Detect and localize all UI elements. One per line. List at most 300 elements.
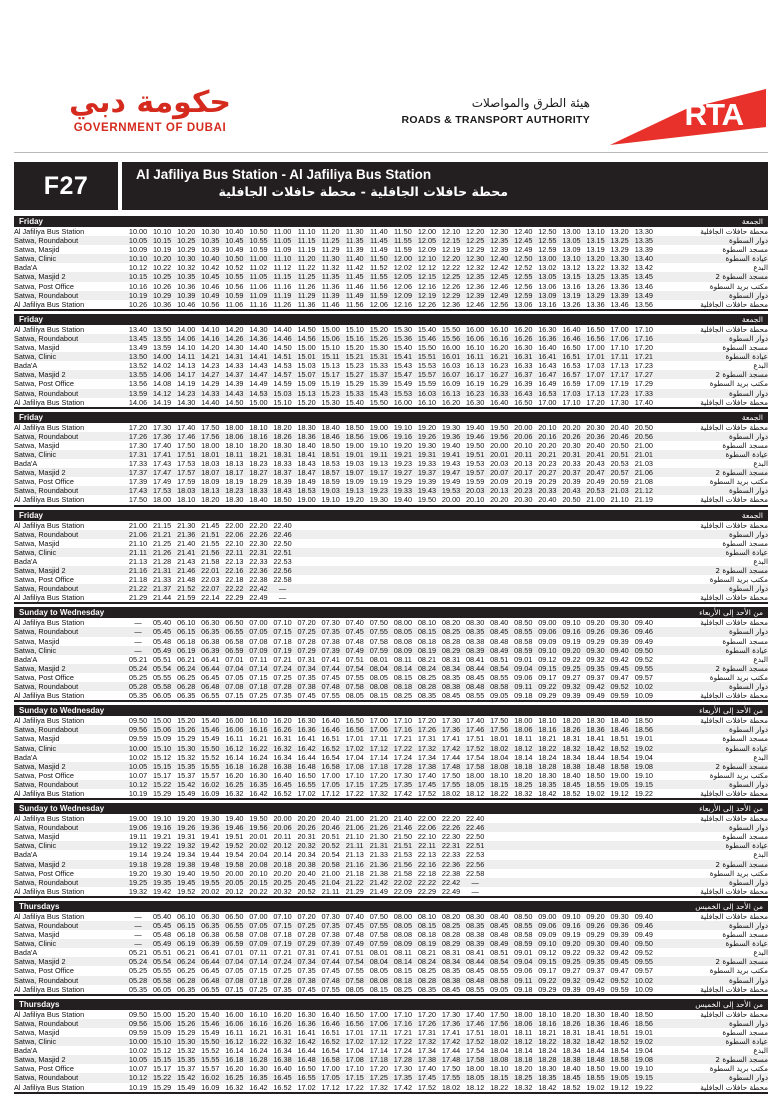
departure-time-cell: 19.04 — [634, 1046, 653, 1056]
schedule-block — [14, 510, 768, 605]
departure-time-cell: 19.54 — [225, 850, 244, 860]
departure-time-cell: 22.09 — [393, 886, 413, 896]
departure-time-cell: 19.50 — [466, 440, 485, 450]
departure-time-cell: 10.52 — [225, 263, 244, 273]
table-row — [14, 744, 768, 753]
departure-time-cell: 12.40 — [514, 227, 533, 236]
departure-time-cell: 07.35 — [273, 691, 292, 701]
departure-time-cell: 12.09 — [417, 245, 437, 255]
departure-time-cell: 09.59 — [128, 1027, 148, 1037]
stop-name-english: Al Jafiliya Bus Station — [14, 1009, 85, 1019]
departure-time-cell: 17.25 — [369, 1073, 388, 1083]
departure-time-cell: 09.11 — [514, 975, 533, 985]
departure-time-cell: 11.05 — [249, 272, 268, 282]
departure-time-cell: 12.19 — [441, 245, 461, 255]
departure-time-cell: 18.52 — [610, 1037, 629, 1047]
departure-time-cell: 17.10 — [393, 1009, 413, 1019]
departure-time-cell — [559, 530, 583, 539]
stop-name-english: Satwa, Roundabout — [14, 431, 79, 441]
departure-time-cell: 17.06 — [610, 333, 629, 343]
departure-time-cell: 22.26 — [249, 529, 268, 539]
departure-time-cell: 16.18 — [225, 1055, 244, 1065]
departure-time-cell: 18.54 — [610, 752, 629, 762]
departure-time-cell: 16.24 — [249, 1046, 268, 1056]
departure-time-cell: 07.40 — [345, 618, 364, 628]
departure-time-cell: 06.21 — [177, 654, 196, 664]
departure-time-cell: 13.50 — [152, 324, 172, 334]
departure-time-cell: 05.28 — [128, 975, 148, 985]
departure-time-cell: 10.15 — [128, 272, 148, 282]
departure-time-cell: 15.50 — [441, 324, 461, 334]
departure-time-cell: 17.38 — [417, 761, 437, 771]
departure-time-cell — [608, 548, 632, 557]
departure-time-cell: 06.35 — [201, 921, 220, 930]
departure-time-cell: 09.05 — [490, 691, 509, 701]
table-row — [14, 530, 768, 539]
departure-time-cell: 19.12 — [610, 788, 629, 798]
departure-time-cell: 16.26 — [273, 1018, 292, 1028]
departure-time-cell: 21.58 — [201, 556, 220, 566]
departure-time-cell: 20.40 — [321, 814, 340, 824]
departure-time-cell: 18.53 — [297, 486, 316, 496]
departure-time-cell: 21.11 — [345, 841, 364, 851]
departure-time-cell: 16.30 — [249, 770, 268, 780]
departure-time-cell: 14.43 — [249, 361, 268, 371]
departure-time-cell: 15.21 — [345, 352, 364, 362]
departure-time-cell: 17.12 — [369, 743, 388, 753]
departure-time-cell: 09.32 — [586, 948, 605, 958]
departure-time-cell: 22.00 — [225, 520, 244, 530]
departure-time-cell: 16.29 — [490, 379, 509, 389]
day-label-english: Thursdays — [19, 999, 60, 1009]
departure-time-cell: 12.25 — [441, 272, 461, 282]
departure-time-cell — [463, 575, 487, 584]
stop-name-arabic: دوار السطوة — [729, 529, 768, 539]
day-label-arabic: الجمعة — [741, 314, 763, 324]
departure-time-cell: 18.30 — [297, 422, 316, 432]
departure-time-cell: 19.26 — [417, 431, 437, 441]
stop-name-english: Satwa, Roundabout — [14, 975, 79, 985]
departure-time-cell: 18.52 — [562, 1082, 581, 1092]
departure-time-cell: 15.07 — [297, 370, 316, 380]
departure-time-cell: 08.25 — [393, 984, 413, 994]
departure-time-cell: 13.15 — [562, 272, 581, 282]
schedule-block-footer — [14, 700, 768, 702]
stop-name-arabic: دوار السطوة — [729, 388, 768, 398]
table-row — [14, 860, 768, 869]
departure-time-cell: 12.05 — [417, 236, 437, 246]
stop-name-arabic: مكتب بريد السطوة — [709, 575, 768, 585]
departure-time-cell: 18.21 — [538, 734, 557, 744]
departure-time-cell: 19.30 — [417, 440, 437, 450]
departure-time-cell: 11.06 — [225, 299, 244, 309]
departure-time-cell: 17.20 — [128, 422, 148, 432]
departure-time-cell: 18.11 — [514, 734, 533, 744]
stop-name-english: Satwa, Post Office — [14, 1064, 74, 1074]
departure-time-cell: 13.12 — [562, 263, 581, 273]
departure-time-cell: 05.54 — [152, 663, 172, 673]
departure-time-cell: 21.00 — [128, 520, 148, 530]
departure-time-cell: 17.12 — [321, 788, 340, 798]
departure-time-cell: 15.00 — [152, 716, 172, 726]
departure-time-cell: 16.55 — [297, 1073, 316, 1083]
rta-english-name: ROADS & TRANSPORT AUTHORITY — [401, 114, 590, 126]
departure-time-cell: 09.47 — [610, 672, 629, 682]
stop-name-arabic: محطة حافلات الجافلية — [700, 691, 768, 701]
departure-time-cell — [367, 539, 391, 548]
departure-time-cell: 08.15 — [369, 691, 388, 701]
departure-time-cell: 08.01 — [369, 948, 388, 958]
departure-time-cell: 19.46 — [466, 431, 485, 441]
departure-time-cell: 14.06 — [128, 397, 148, 407]
departure-time-cell: 06.55 — [225, 921, 244, 930]
departure-time-cell: 17.57 — [177, 468, 196, 478]
departure-time-cell: 09.49 — [634, 930, 653, 940]
stop-name-english: Al Jafiliya Bus Station — [14, 984, 85, 994]
departure-time-cell: 21.03 — [610, 486, 629, 496]
departure-time-cell: 17.02 — [297, 788, 316, 798]
departure-time-cell: 08.28 — [441, 930, 461, 940]
departure-time-cell: 08.04 — [369, 957, 388, 967]
departure-time-cell: 16.57 — [562, 370, 581, 380]
departure-time-cell: 10.56 — [225, 281, 244, 291]
departure-time-cell: 16.40 — [273, 770, 292, 780]
departure-time-cell: 18.40 — [610, 716, 629, 726]
stop-name-english: Satwa, Masjid 2 — [14, 859, 66, 869]
departure-time-cell: 21.42 — [369, 877, 388, 887]
departure-time-cell: 21.10 — [345, 832, 364, 842]
departure-time-cell: 19.41 — [441, 449, 461, 459]
departure-time-cell: 09.09 — [538, 930, 557, 940]
departure-time-cell: 11.56 — [345, 299, 364, 309]
departure-time-cell: 22.42 — [249, 584, 268, 594]
departure-time-cell — [295, 539, 319, 548]
departure-time-cell: 15.03 — [273, 388, 292, 398]
departure-time-cell: 07.05 — [249, 921, 268, 930]
departure-time-cell: 20.45 — [297, 877, 316, 887]
stop-name-english: Satwa, Post Office — [14, 672, 74, 682]
departure-time-cell: 22.06 — [225, 529, 244, 539]
departure-time-cell: 19.50 — [417, 495, 437, 505]
departure-time-cell: 20.31 — [562, 449, 581, 459]
departure-time-cell: 13.46 — [634, 281, 653, 291]
departure-time-cell: 21.43 — [177, 556, 196, 566]
departure-time-cell: 05.35 — [128, 984, 148, 994]
departure-time-cell: 22.22 — [225, 584, 244, 594]
departure-time-cell: 08.11 — [394, 654, 412, 664]
departure-time-cell: 16.56 — [345, 725, 364, 735]
departure-time-cell: 18.04 — [490, 1046, 509, 1056]
departure-time-cell: 11.50 — [394, 227, 412, 236]
departure-time-cell: 21.36 — [177, 529, 196, 539]
departure-time-cell: 18.52 — [610, 743, 629, 753]
departure-time-cell: 19.20 — [177, 814, 196, 824]
stop-name-english: Al Jafiliya Bus Station — [14, 814, 85, 824]
departure-time-cell: 19.43 — [441, 459, 461, 469]
departure-time-cell: 18.36 — [297, 431, 316, 441]
departure-time-cell: 07.19 — [273, 939, 292, 949]
departure-time-cell — [559, 539, 583, 548]
departure-time-cell — [487, 539, 511, 548]
departure-time-cell: 20.38 — [297, 859, 316, 869]
departure-time-cell: 19.02 — [634, 1037, 653, 1047]
departure-time-cell: 08.59 — [514, 645, 533, 655]
departure-time-cell: 18.46 — [610, 1018, 629, 1028]
departure-time-cell: 16.34 — [273, 1046, 292, 1056]
departure-time-cell: 16.47 — [538, 370, 557, 380]
departure-time-cell: 12.35 — [490, 236, 509, 246]
departure-time-cell: 07.59 — [369, 939, 388, 949]
departure-time-cell: 17.11 — [369, 1027, 388, 1037]
departure-time-cell: 15.19 — [321, 379, 340, 389]
departure-time-cell: 18.32 — [562, 743, 581, 753]
departure-time-cell: 10.12 — [128, 1073, 148, 1083]
departure-time-cell — [535, 814, 559, 823]
departure-time-cell: 17.32 — [369, 1082, 388, 1092]
departure-time-cell: 06.58 — [225, 636, 244, 646]
departure-time-cell: 08.58 — [490, 975, 509, 985]
departure-time-cell: 19.46 — [225, 823, 244, 833]
departure-time-cell: 05.21 — [128, 654, 148, 664]
departure-time-cell: 20.30 — [586, 422, 605, 432]
departure-time-cell: 17.38 — [417, 1055, 437, 1065]
departure-time-cell: 05.40 — [152, 911, 172, 921]
departure-time-cell: 17.20 — [369, 1064, 388, 1074]
departure-time-cell: 18.31 — [562, 1027, 581, 1037]
departure-time-cell: 20.13 — [490, 486, 509, 496]
departure-time-cell: 21.22 — [128, 584, 148, 594]
departure-time-cell: 20.40 — [586, 440, 605, 450]
departure-time-cell: 17.30 — [128, 440, 148, 450]
departure-time-cell: 17.46 — [177, 431, 196, 441]
departure-time-cell: 17.47 — [152, 468, 172, 478]
departure-time-cell: 14.20 — [225, 324, 244, 334]
departure-time-cell: 09.35 — [586, 663, 605, 673]
stop-name-arabic: مسجد السطوة — [722, 930, 768, 940]
departure-time-cell: 13.20 — [586, 254, 605, 264]
departure-time-cell: 20.39 — [562, 477, 581, 487]
departure-time-cell: 16.22 — [249, 1037, 268, 1047]
departure-time-cell: 15.49 — [177, 1082, 196, 1092]
departure-time-cell: 19.41 — [201, 832, 220, 842]
table-row — [14, 441, 768, 450]
departure-time-cell: 11.29 — [297, 290, 316, 300]
dubai-arabic-calligraphy: حكومة دبي — [68, 85, 232, 120]
departure-time-cell: 22.33 — [249, 556, 268, 566]
stop-name-english: Satwa, Masjid 2 — [14, 957, 66, 967]
departure-time-cell: 07.18 — [249, 975, 268, 985]
departure-time-cell: 08.18 — [393, 682, 413, 692]
departure-time-cell — [391, 584, 415, 593]
table-row — [14, 343, 768, 352]
departure-time-cell — [583, 557, 607, 566]
departure-time-cell: 18.03 — [177, 486, 196, 496]
departure-time-cell: 13.06 — [514, 299, 533, 309]
departure-time-cell: 08.45 — [466, 672, 485, 682]
departure-time-cell — [439, 575, 463, 584]
stop-name-english: Satwa, Roundabout — [14, 682, 79, 692]
stop-name-arabic: محطة حافلات الجافلية — [700, 422, 768, 432]
departure-time-cell — [535, 548, 559, 557]
schedule-table — [14, 521, 768, 603]
departure-time-cell: 16.16 — [490, 333, 509, 343]
departure-time-cell: 08.48 — [466, 682, 485, 692]
departure-time-cell: 18.45 — [562, 1073, 581, 1083]
departure-time-cell: 08.45 — [490, 627, 509, 637]
stop-name-english: Satwa, Roundabout — [14, 725, 79, 735]
departure-time-cell: 07.04 — [225, 957, 244, 967]
departure-time-cell: 18.16 — [538, 1018, 557, 1028]
departure-time-cell: 22.49 — [441, 886, 461, 896]
stop-name-arabic: مسجد السطوة 2 — [715, 370, 768, 380]
departure-time-cell: 19.20 — [417, 422, 437, 432]
departure-time-cell — [343, 548, 367, 557]
departure-time-cell: 18.51 — [610, 734, 629, 744]
departure-time-cell — [319, 548, 343, 557]
departure-time-cell: 07.55 — [321, 691, 340, 701]
departure-time-cell: 06.18 — [177, 930, 196, 940]
departure-time-cell: 10.19 — [128, 788, 148, 798]
table-row — [14, 789, 768, 798]
departure-time-cell — [415, 566, 439, 575]
departure-time-cell: 18.44 — [586, 1046, 605, 1056]
departure-time-cell: 19.00 — [610, 770, 629, 780]
departure-time-cell: 12.55 — [538, 236, 557, 246]
departure-time-cell: 09.55 — [634, 663, 653, 673]
departure-time-cell — [632, 841, 656, 850]
departure-time-cell: 11.00 — [273, 227, 292, 236]
departure-time-cell — [487, 521, 511, 530]
departure-time-cell: 21.50 — [393, 832, 413, 842]
stop-name-english: Satwa, Roundabout — [14, 1073, 79, 1083]
departure-time-cell: 20.11 — [514, 449, 533, 459]
departure-time-cell: 08.30 — [466, 911, 485, 921]
departure-time-cell: 14.33 — [225, 361, 244, 371]
departure-time-cell: 17.53 — [177, 459, 196, 469]
departure-time-cell: 19.40 — [177, 868, 196, 878]
departure-time-cell: 10.09 — [634, 691, 653, 701]
departure-time-cell: 19.34 — [177, 850, 196, 860]
departure-time-cell: 18.01 — [490, 1027, 509, 1037]
departure-time-cell: 15.59 — [417, 379, 437, 389]
departure-time-cell: 18.26 — [562, 725, 581, 735]
departure-time-cell — [632, 593, 656, 602]
departure-time-cell — [319, 566, 343, 575]
departure-time-cell: 17.10 — [393, 716, 413, 726]
departure-time-cell: 20.40 — [610, 422, 629, 432]
departure-time-cell: 17.27 — [634, 370, 653, 380]
departure-time-cell: 14.50 — [297, 324, 316, 334]
departure-time-cell: 17.40 — [466, 1009, 485, 1019]
departure-time-cell — [535, 566, 559, 575]
departure-time-cell: 18.54 — [610, 1046, 629, 1056]
departure-time-cell: 13.55 — [152, 333, 172, 343]
departure-time-cell: 16.06 — [225, 1018, 244, 1028]
departure-time-cell: 17.01 — [586, 352, 605, 362]
departure-time-cell: 16.10 — [249, 716, 268, 726]
departure-time-cell: 13.29 — [586, 290, 605, 300]
stop-name-arabic: محطة حافلات الجافلية — [700, 299, 768, 309]
departure-time-cell: 17.02 — [345, 743, 364, 753]
departure-time-cell: 14.16 — [201, 333, 220, 343]
departure-time-cell: 15.46 — [201, 1018, 220, 1028]
departure-time-cell: 11.16 — [249, 299, 268, 309]
departure-time-cell: 16.50 — [297, 1064, 316, 1074]
departure-time-cell: 21.31 — [152, 566, 172, 575]
departure-time-cell: 11.32 — [321, 263, 340, 273]
departure-time-cell: 09.52 — [610, 682, 629, 692]
departure-time-cell: 16.43 — [514, 388, 533, 398]
departure-time-cell: 19.53 — [441, 486, 461, 496]
departure-time-cell: 16.43 — [538, 361, 557, 371]
departure-time-cell: 08.25 — [417, 672, 437, 682]
departure-time-cell: 19.30 — [152, 868, 172, 878]
departure-time-cell: 14.23 — [177, 388, 196, 398]
departure-time-cell: 08.29 — [441, 645, 461, 655]
departure-time-cell — [439, 521, 463, 530]
departure-time-cell: 15.09 — [297, 379, 316, 389]
departure-time-cell: 11.49 — [345, 290, 364, 300]
departure-time-cell: 19.33 — [393, 486, 413, 496]
departure-time-cell: 16.42 — [297, 743, 316, 753]
departure-time-cell: 09.19 — [562, 930, 581, 940]
departure-time-cell: 15.42 — [177, 1073, 196, 1083]
departure-time-cell: 18.40 — [297, 440, 316, 450]
departure-time-cell: 16.52 — [273, 788, 292, 798]
departure-time-cell: 21.53 — [393, 850, 413, 860]
departure-time-cell: 18.21 — [249, 449, 268, 459]
departure-time-cell: 18.00 — [152, 495, 172, 505]
departure-time-cell: 19.27 — [393, 468, 413, 478]
departure-time-cell: 16.21 — [249, 1027, 268, 1037]
route-number-badge: F27 — [14, 162, 118, 210]
stop-name-arabic: دوار السطوة — [729, 333, 768, 343]
stop-name-english: Bada'A — [14, 263, 38, 273]
departure-time-cell: 19.33 — [417, 459, 437, 469]
departure-time-cell — [535, 850, 559, 859]
departure-time-cell: 20.50 — [610, 440, 629, 450]
departure-time-cell — [632, 521, 656, 530]
departure-time-cell: 20.32 — [273, 886, 292, 896]
departure-time-cell: 10.25 — [177, 236, 196, 246]
departure-time-cell: 06.50 — [225, 911, 244, 921]
departure-time-cell: 10.05 — [128, 1055, 148, 1065]
table-row — [14, 850, 768, 859]
departure-time-cell: 15.35 — [177, 761, 196, 771]
departure-time-cell: 16.20 — [441, 397, 461, 407]
table-row — [14, 495, 768, 504]
table-row — [14, 985, 768, 994]
departure-time-cell: 09.26 — [586, 921, 605, 930]
departure-time-cell — [487, 593, 511, 602]
departure-time-cell: 10.50 — [249, 227, 268, 236]
departure-time-cell: 07.49 — [345, 939, 364, 949]
departure-time-cell — [535, 869, 559, 878]
departure-time-cell: 09.39 — [610, 636, 629, 646]
departure-time-cell: 07.25 — [273, 672, 292, 682]
departure-time-cell: 19.15 — [634, 779, 653, 789]
departure-time-cell: 18.00 — [514, 716, 533, 726]
departure-time-cell: 20.10 — [538, 422, 557, 432]
departure-time-cell: 19.52 — [177, 886, 196, 896]
departure-time-cell — [559, 841, 583, 850]
departure-time-cell: 15.57 — [417, 370, 437, 380]
departure-time-cell: 16.52 — [321, 1037, 340, 1047]
departure-time-cell: 16.23 — [490, 361, 509, 371]
departure-time-cell: 10.30 — [177, 254, 196, 264]
departure-time-cell — [319, 530, 343, 539]
stop-name-english: Bada'A — [14, 654, 38, 664]
